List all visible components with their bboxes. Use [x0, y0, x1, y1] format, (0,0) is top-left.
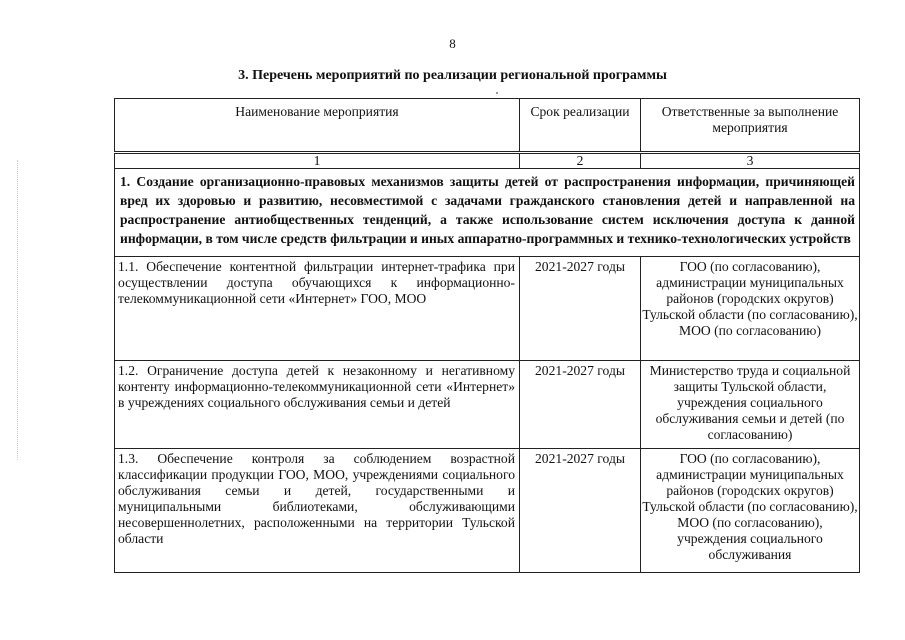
header-name: Наименование мероприятия: [115, 99, 520, 153]
section-heading: 1. Создание организационно-правовых механизмов защиты детей от распространения информации, причиняющей вред их здоровью и развитию, несовместимой с задачами гражданского становления детей и направленной на распространение антиобщественных тенденций, а также использование систем исключения доступа к данной информации, в том числе средств фильтрации и иных аппаратно-программных и технико-технологических устройств: [115, 169, 860, 257]
measure-period: 2021-2027 годы: [520, 361, 641, 449]
column-number: 2: [520, 153, 641, 169]
column-number-row: [115, 153, 860, 169]
measure-responsible: Министерство труда и социальной защиты Тульской области, учреждения социального обслуживания семьи и детей (по согласованию): [641, 361, 860, 449]
table-row: [115, 257, 860, 361]
margin-mark: [17, 160, 18, 460]
column-number: 1: [115, 153, 520, 169]
section-row: [115, 169, 860, 257]
table-row: [115, 361, 860, 449]
measure-name: 1.1. Обеспечение контентной фильтрации интернет-трафика при осуществлении доступа обучающихся к информационно-телекоммуникационной сети «Интернет» ГОО, МОО: [115, 257, 520, 361]
page-title: 3. Перечень мероприятий по реализации региональной программы: [238, 68, 667, 83]
measure-responsible: ГОО (по согласованию), администрации муниципальных районов (городских округов) Тульской области (по согласованию), МОО (по согласованию): [641, 257, 860, 361]
measure-name: 1.3. Обеспечение контроля за соблюдением возрастной классификации продукции ГОО, МОО, учреждениями социального обслуживания семьи и детей, государственными и муниципальными библиотеками, обслуживающими несовершеннолетних, расположенными на территории Тульской области: [115, 449, 520, 573]
measures-table: [114, 98, 860, 573]
header-responsible: Ответственные за выполнение мероприятия: [641, 99, 860, 153]
scan-dot: [496, 92, 498, 94]
measure-responsible: ГОО (по согласованию), администрации муниципальных районов (городских округов) Тульской области (по согласованию), МОО (по согласованию), учреждения социального обслуживания: [641, 449, 860, 573]
table-row: [115, 449, 860, 573]
column-number: 3: [641, 153, 860, 169]
page-number: 8: [449, 36, 456, 51]
measure-name: 1.2. Ограничение доступа детей к незаконному и негативному контенту информационно-телекоммуникационной сети «Интернет» в учреждениях социального обслуживания семьи и детей: [115, 361, 520, 449]
measure-period: 2021-2027 годы: [520, 257, 641, 361]
table-header-row: [115, 99, 860, 153]
measure-period: 2021-2027 годы: [520, 449, 641, 573]
header-period: Срок реализации: [520, 99, 641, 153]
